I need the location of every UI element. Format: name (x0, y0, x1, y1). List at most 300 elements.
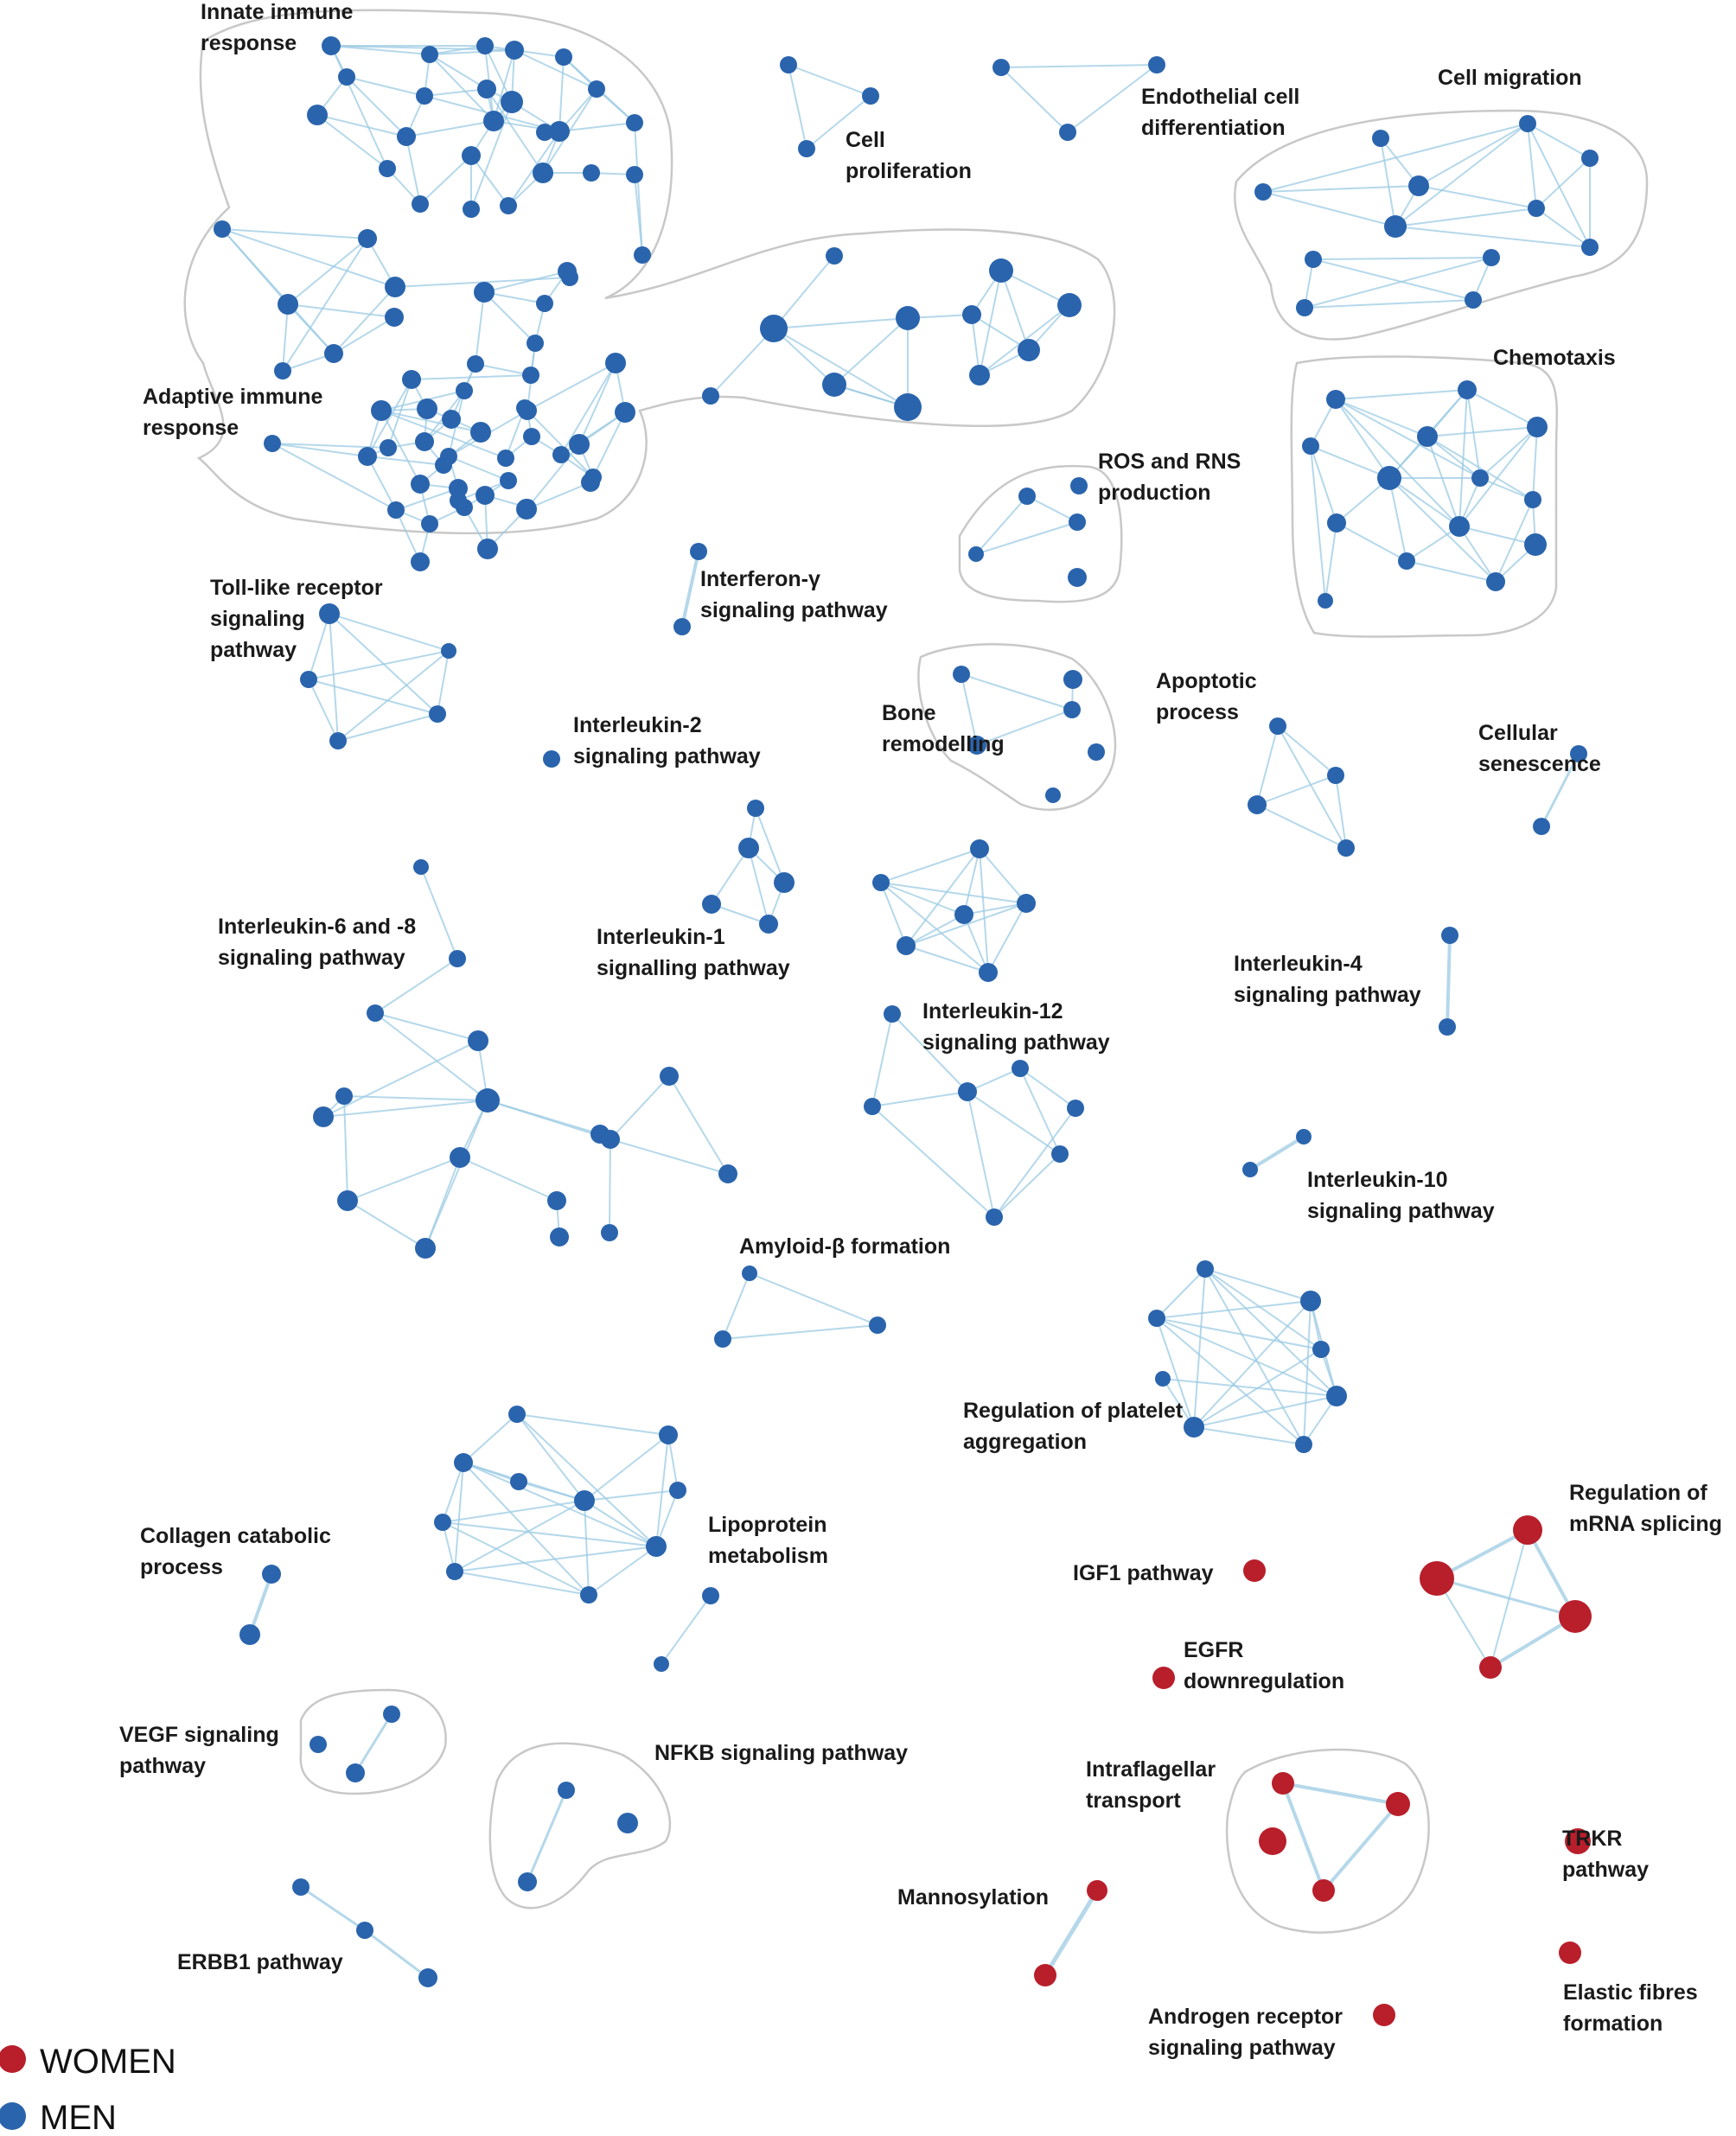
il1-label: signalling pathway (597, 956, 790, 980)
chemotaxis-edge (1459, 427, 1537, 526)
cell-migration-edge (1381, 138, 1395, 226)
il4-label: signaling pathway (1234, 983, 1421, 1007)
il12-top-node (970, 839, 989, 858)
cell-proliferation-node (862, 87, 879, 105)
adaptive-immune-node (358, 447, 377, 466)
amyloid-label: Amyloid-β formation (739, 1234, 951, 1259)
collagen-label: Collagen catabolic (140, 1524, 331, 1548)
il6-8-node (660, 1067, 679, 1086)
ros_rns-label: production (1098, 481, 1211, 505)
adaptive-immune-node (536, 295, 553, 312)
tlr-edge (338, 714, 437, 741)
cell-migration-node (1581, 150, 1599, 167)
innate-immune-edge (559, 57, 564, 131)
network-edges (222, 46, 1590, 1978)
innate-immune-node (500, 197, 517, 214)
cell-migration-node (1372, 130, 1389, 147)
tlr-label: signaling (210, 607, 305, 631)
lipoprotein-node (510, 1473, 527, 1490)
adaptive-immune-node (402, 370, 421, 389)
cell-migration-edge (1536, 208, 1590, 247)
innate-extension-edge (774, 328, 908, 407)
lipoprotein-label: Lipoprotein (708, 1513, 827, 1537)
il12-bottom-node (986, 1208, 1003, 1226)
cell-migration-node (1296, 299, 1313, 316)
innate-extension-node (969, 365, 990, 386)
senescence-label: senescence (1478, 752, 1601, 776)
il6-8-node (601, 1130, 620, 1149)
egfr-label: downregulation (1184, 1669, 1345, 1693)
bone-label: remodelling (882, 732, 1005, 756)
lipoprotein-node (669, 1482, 686, 1499)
mrna-splicing-node (1479, 1656, 1502, 1679)
endothelial-label: Endothelial cell (1141, 85, 1300, 109)
innate-immune-node (476, 37, 494, 54)
erbb1-edge (301, 1887, 365, 1930)
cell-proliferation-node (780, 56, 797, 73)
platelet-edge (1157, 1269, 1205, 1318)
il6-8-node (313, 1106, 334, 1127)
erbb1-node (292, 1878, 310, 1896)
il2-node (543, 750, 560, 768)
endothelial-edge (1001, 67, 1068, 132)
innate-extension-node (760, 315, 788, 342)
chemotaxis-edge (1533, 427, 1537, 500)
legend-women-label: WOMEN (40, 2043, 176, 2081)
innate-immune-node (412, 195, 429, 213)
adaptive-immune-node (500, 472, 517, 489)
nfkb-edge (527, 1790, 566, 1882)
cell-migration-edge (1313, 258, 1491, 259)
platelet-node (1148, 1310, 1165, 1327)
cluster-labels (119, 0, 1722, 2060)
il6-8-edge (421, 867, 457, 959)
chemotaxis-node (1471, 469, 1489, 487)
apoptotic-edge (1257, 775, 1336, 805)
apoptotic-label: Apoptotic (1156, 669, 1257, 693)
il12-bottom-node (864, 1098, 881, 1115)
il12-top-edge (980, 849, 1026, 903)
il6-8-node (547, 1191, 566, 1210)
mrna_splicing-label: Regulation of (1569, 1481, 1707, 1505)
il6-8-edge (348, 1201, 425, 1248)
il2-label: signaling pathway (573, 744, 761, 768)
legend-women-dot (0, 2045, 26, 2073)
innate-extension-edge (774, 318, 908, 328)
lipoprotein-node (654, 1656, 669, 1672)
erbb1-node (356, 1922, 373, 1939)
intraflagellar-node (1312, 1879, 1335, 1902)
ros-rns-node (1069, 513, 1086, 531)
collagen-label: process (140, 1555, 223, 1579)
adaptive-immune-node (581, 473, 600, 492)
intraflagellar-cluster-outline (1227, 1750, 1429, 1933)
innate-adaptive-bridge-edge (334, 317, 394, 354)
il12-top-edge (988, 903, 1026, 972)
innate_immune-label: Innate immune (201, 0, 354, 24)
innate-extension-node (822, 373, 846, 397)
vegf-node (383, 1706, 400, 1723)
il1-edge (756, 808, 784, 883)
adaptive-immune-node (421, 515, 438, 532)
chemotaxis-edge (1389, 478, 1407, 561)
il6-8-edge (425, 1157, 460, 1248)
innate-extension-node (962, 305, 981, 324)
trkr-label: pathway (1562, 1858, 1650, 1882)
adaptive-immune-node (456, 382, 473, 399)
endothelial-node (1148, 56, 1165, 73)
tlr-node (429, 705, 446, 723)
cell-migration-node (1528, 200, 1545, 217)
il6-8-node (449, 950, 466, 967)
intraflagellar-edge (1283, 1783, 1398, 1804)
platelet-edge (1205, 1269, 1304, 1444)
apoptotic-edge (1257, 805, 1346, 848)
innate-immune-node (477, 80, 496, 99)
platelet-label: aggregation (963, 1430, 1088, 1454)
mrna-splicing-node (1559, 1600, 1592, 1633)
il6_8-label: signaling pathway (218, 946, 405, 970)
platelet-node (1197, 1260, 1214, 1278)
chemotaxis-node (1417, 426, 1438, 447)
apoptotic-node (1269, 717, 1286, 735)
mrna_splicing-label: mRNA splicing (1569, 1512, 1722, 1536)
cell-migration-node (1483, 249, 1500, 266)
innate-immune-node (536, 124, 553, 141)
chemotaxis-node (1318, 593, 1333, 609)
amyloid-edge (723, 1273, 750, 1339)
lipoprotein-node (574, 1490, 595, 1511)
adaptive-immune-edge (527, 482, 590, 509)
innate-adaptive-bridge-node (214, 220, 231, 238)
innate-immune-node (533, 163, 553, 183)
il6-8-node (337, 1190, 358, 1211)
adaptive-immune-node (497, 450, 514, 467)
innate-extension-node (896, 306, 920, 330)
innate-immune-edge (331, 46, 387, 169)
tlr-node (329, 732, 347, 749)
cell-migration-node (1519, 115, 1536, 132)
chemotaxis-node (1327, 513, 1346, 532)
innate-immune-node (583, 164, 600, 182)
lipoprotein-edge (455, 1463, 463, 1572)
il12-bottom-node (884, 1005, 901, 1023)
tlr-edge (309, 651, 449, 679)
il12-bottom-node (1067, 1100, 1084, 1117)
innate-adaptive-bridge-node (274, 362, 291, 379)
lipoprotein-node (580, 1586, 597, 1604)
bone-remodelling-node (1063, 670, 1082, 689)
innate-adaptive-bridge-node (385, 308, 404, 327)
il10-label: Interleukin-10 (1307, 1168, 1448, 1192)
innate-extension-node (1018, 339, 1040, 361)
apoptotic-edge (1278, 726, 1336, 775)
il12-bottom-edge (872, 1014, 892, 1106)
chemotaxis-label: Chemotaxis (1493, 346, 1616, 370)
interferon-label: signaling pathway (700, 598, 888, 622)
il1-label: Interleukin-1 (597, 925, 725, 949)
il6_8-label: Interleukin-6 and -8 (218, 915, 417, 939)
il12-bottom-edge (967, 1092, 994, 1217)
lipoprotein-edge (443, 1522, 589, 1595)
innate-extension-edge (774, 256, 834, 328)
ros_rns-label: ROS and RNS (1098, 450, 1241, 474)
cell-proliferation-edge (788, 65, 871, 96)
il6-8-edge (375, 1013, 488, 1100)
chemotaxis-node (1486, 572, 1505, 591)
intraflagellar-edge (1283, 1783, 1324, 1891)
apoptotic-node (1327, 767, 1344, 784)
il1-node (747, 800, 764, 817)
lipoprotein-node (659, 1425, 678, 1444)
il12-bottom-edge (872, 1092, 967, 1106)
mannosylation-label: Mannosylation (897, 1885, 1050, 1910)
cell-migration-edge (1263, 124, 1528, 192)
innate-immune-node (421, 46, 438, 63)
il12-top-node (872, 874, 890, 891)
chemotaxis-node (1326, 390, 1345, 409)
amyloid-node (869, 1317, 886, 1334)
lipoprotein-edge (463, 1414, 517, 1463)
nfkb-node (518, 1872, 537, 1891)
lipoprotein-edge (455, 1572, 589, 1595)
egfr-label: EGFR (1184, 1638, 1244, 1662)
chemotaxis-edge (1337, 523, 1407, 561)
tlr-node (441, 643, 456, 659)
adaptive-immune-node (440, 448, 457, 465)
il6-8-edge (344, 1096, 348, 1201)
adaptive-immune-node (415, 432, 434, 451)
il1-node (759, 915, 778, 934)
innate-immune-edge (406, 137, 420, 204)
ros-rns-node (1070, 477, 1088, 494)
innate-extension-node (989, 258, 1013, 283)
adaptive-immune-node (371, 400, 392, 421)
igf1-node (1243, 1559, 1266, 1582)
platelet-edge (1194, 1301, 1311, 1427)
lipoprotein-node (646, 1536, 667, 1557)
vegf-node (310, 1736, 327, 1753)
innate-immune-node (397, 127, 416, 146)
il1-node (774, 872, 795, 893)
il4-label: Interleukin-4 (1234, 952, 1363, 976)
innate-immune-node (483, 111, 504, 131)
il6-8-edge (610, 1076, 669, 1139)
il6-8-node (550, 1227, 569, 1247)
vegf-node (346, 1763, 365, 1782)
amyloid-edge (750, 1273, 878, 1325)
il12-bottom-node (958, 1082, 977, 1101)
apoptotic-edge (1257, 726, 1278, 805)
chemotaxis-node (1458, 380, 1477, 399)
il12-top-node (954, 905, 973, 924)
elastic-label: Elastic fibres (1563, 1980, 1698, 2005)
tlr-edge (437, 651, 449, 714)
adaptive-immune-node (380, 439, 397, 456)
adaptive-immune-node (417, 399, 437, 419)
chemotaxis-node (1449, 516, 1470, 537)
intraflagellar-label: Intraflagellar (1086, 1757, 1216, 1782)
il12-top-edge (881, 849, 980, 883)
innate-adaptive-bridge-node (324, 344, 343, 363)
endothelial-node (992, 59, 1010, 76)
intraflagellar-node (1259, 1827, 1286, 1855)
platelet-edge (1194, 1269, 1205, 1427)
apoptotic-node (1337, 839, 1355, 857)
adaptive-immune-node (523, 428, 540, 445)
tlr-label: Toll-like receptor (210, 576, 383, 600)
androgen-label: signaling pathway (1148, 2036, 1336, 2060)
chemotaxis-edge (1480, 427, 1537, 478)
cell-migration-edge (1313, 259, 1473, 300)
adaptive-immune-node (264, 435, 281, 452)
cell-migration-node (1305, 251, 1322, 268)
adaptive-immune-edge (475, 292, 484, 364)
cell-migration-edge (1536, 158, 1590, 208)
platelet-node (1326, 1386, 1347, 1406)
legend-men-label: MEN (40, 2099, 117, 2136)
innate-immune-node (634, 246, 651, 264)
innate-immune-node (626, 166, 643, 183)
chemotaxis-edge (1427, 427, 1537, 437)
innate-adaptive-bridge-edge (288, 239, 367, 304)
intraflagellar-node (1272, 1772, 1294, 1795)
il6-8-node (468, 1030, 488, 1051)
trkr-label: TRKR (1562, 1827, 1623, 1851)
platelet-node (1300, 1291, 1321, 1311)
innate-extension-node (894, 393, 922, 421)
cell-migration-edge (1263, 192, 1395, 226)
innate-extension-edge (834, 318, 908, 385)
legend-men-dot (0, 2102, 26, 2130)
innate-immune-node (338, 68, 355, 86)
elastic-node (1559, 1942, 1581, 1964)
senescence-label: Cellular (1478, 721, 1558, 745)
apoptotic-edge (1278, 726, 1346, 848)
innate-adaptive-bridge-node (358, 229, 377, 248)
lipoprotein-edge (584, 1501, 589, 1595)
androgen-label: Androgen receptor (1148, 2005, 1343, 2029)
innate-immune-node (379, 160, 396, 177)
lipoprotein-node (434, 1514, 451, 1531)
innate-immune-node (626, 114, 643, 131)
chemotaxis-node (1524, 533, 1547, 556)
chemotaxis-edge (1336, 390, 1467, 399)
cell-migration-edge (1395, 124, 1528, 226)
adaptive-immune-node (558, 262, 577, 281)
innate-immune-node (588, 80, 605, 98)
lipoprotein-edge (584, 1435, 668, 1501)
chemotaxis-edge (1407, 561, 1496, 582)
amyloid-node (742, 1266, 757, 1281)
nfkb-node (617, 1813, 638, 1833)
lipoprotein-node (702, 1587, 719, 1604)
lipoprotein-node (508, 1406, 526, 1423)
lipoprotein-node (454, 1453, 473, 1472)
nfkb-label: NFKB signaling pathway (654, 1741, 909, 1765)
il6-8-node (413, 859, 429, 875)
tlr-edge (338, 651, 449, 741)
il12-top-node (1017, 894, 1036, 913)
endothelial-edge (1001, 65, 1157, 67)
adaptive-immune-node (527, 335, 544, 352)
chemotaxis-node (1398, 552, 1415, 570)
innate-immune-node (555, 48, 572, 66)
legend (0, 2043, 176, 2136)
il6-8-edge (375, 1013, 478, 1041)
platelet-label: Regulation of platelet (963, 1399, 1184, 1423)
innate-immune-node (322, 36, 341, 55)
erbb1-edge (365, 1930, 428, 1978)
il12-top-edge (906, 946, 988, 972)
il6-8-node (450, 1147, 470, 1168)
innate-immune-edge (347, 77, 424, 96)
platelet-node (1312, 1341, 1330, 1358)
lipoprotein-node (446, 1563, 463, 1580)
mrna-splicing-node (1420, 1561, 1454, 1596)
bone-remodelling-cluster-outline (918, 644, 1115, 810)
innate-immune-node (501, 91, 523, 113)
cell-migration-node (1581, 239, 1599, 256)
innate-immune-node (462, 146, 481, 165)
mrna-splicing-node (1513, 1515, 1542, 1545)
il1-edge (749, 848, 769, 924)
interferon-label: Interferon-γ (700, 567, 820, 591)
il12-bottom-edge (872, 1106, 994, 1217)
platelet-node (1155, 1371, 1171, 1387)
adaptive-immune-node (615, 402, 635, 423)
erbb1-node (418, 1968, 437, 1987)
tlr-label: pathway (210, 638, 297, 662)
adaptive-immune-node (474, 282, 495, 303)
il6-8-node (367, 1004, 384, 1022)
intraflagellar-label: transport (1086, 1789, 1181, 1813)
cell-migration-node (1384, 215, 1407, 238)
lipoprotein-edge (517, 1414, 584, 1501)
chemotaxis-edge (1336, 399, 1427, 437)
endothelial-node (1059, 124, 1076, 141)
innate-immune-node (307, 105, 328, 125)
vegf-label: pathway (119, 1754, 207, 1778)
tlr-node (319, 603, 340, 624)
adaptive-immune-node (411, 552, 430, 571)
il12-bottom-edge (994, 1154, 1060, 1217)
il6-8-edge (460, 1157, 557, 1201)
il12-bottom-node (1012, 1060, 1029, 1077)
nfkb-node (558, 1782, 575, 1799)
cell_proliferation-label: Cell (846, 128, 885, 152)
il10-edge (1250, 1137, 1304, 1170)
adaptive-immune-node (450, 492, 467, 509)
adaptive_immune-label: response (143, 416, 239, 440)
bone-remodelling-edge (961, 674, 1072, 710)
il1-node (738, 838, 759, 858)
platelet-node (1295, 1436, 1312, 1453)
il12-label: Interleukin-12 (922, 999, 1063, 1023)
ros-rns-node (968, 546, 984, 562)
intraflagellar-node (1386, 1792, 1410, 1816)
tlr-node (300, 671, 317, 688)
lipoprotein-label: metabolism (708, 1544, 828, 1568)
platelet-edge (1304, 1301, 1311, 1444)
chemotaxis-node (1524, 491, 1541, 508)
ros-rns-node (1068, 568, 1087, 587)
mannosylation-edge (1045, 1891, 1097, 1975)
platelet-edge (1157, 1301, 1311, 1318)
innate-extension-edge (711, 328, 774, 396)
adaptive-immune-node (477, 539, 498, 559)
chemotaxis-node (1527, 417, 1548, 437)
